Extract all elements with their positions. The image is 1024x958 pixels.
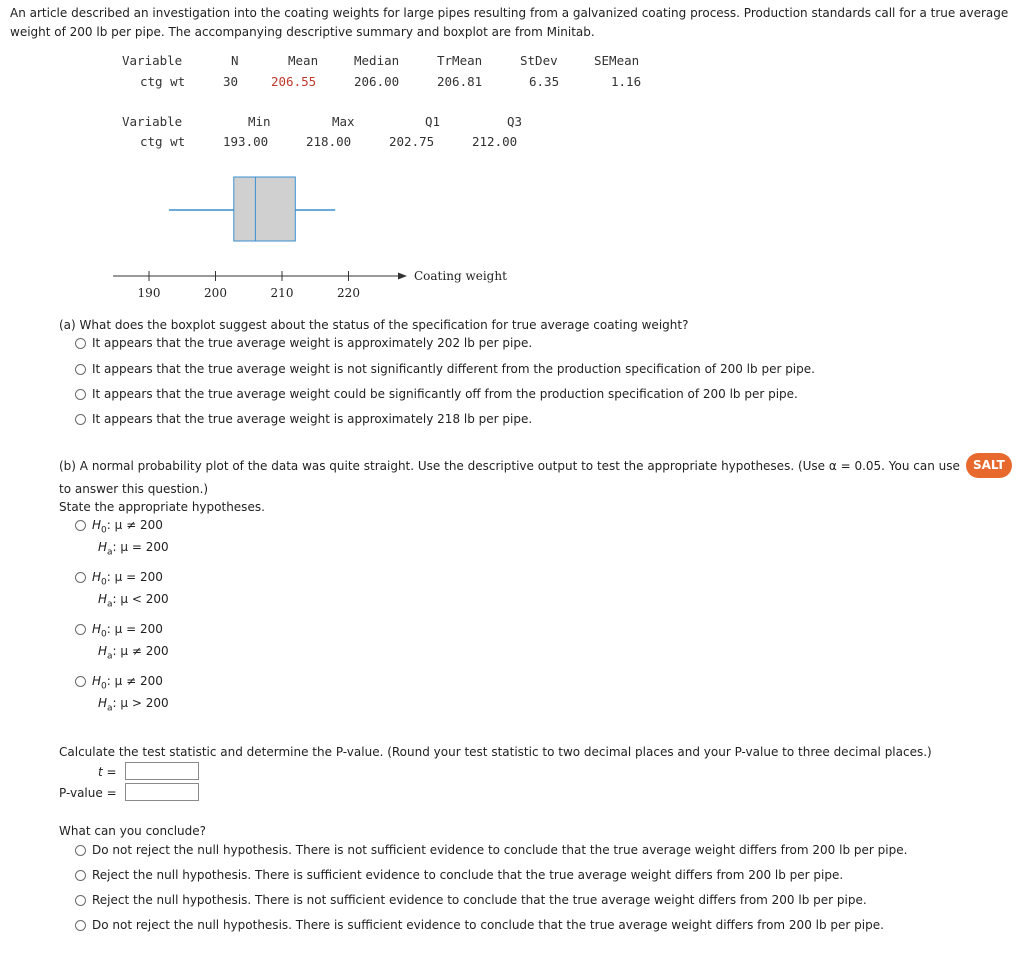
radio-button[interactable] [75, 389, 86, 400]
ha-symbol: H [98, 696, 108, 710]
t2-header-max: Max [332, 114, 355, 129]
h0-subscript: 0 [101, 629, 107, 640]
ha-symbol: H [98, 540, 108, 554]
ha-subscript: a [107, 599, 113, 610]
radio-button[interactable] [75, 676, 86, 687]
t1-cell-stdev: 6.35 [529, 74, 560, 89]
hypothesis-option-3[interactable]: $H_0$: μ = 200 [75, 622, 163, 639]
t2-header-variable: Variable [122, 114, 183, 129]
option-label: Do not reject the null hypothesis. There is not sufficient evidence to conclude that the true average weight differs from 200 lb per pipe. [92, 843, 908, 857]
ha-symbol: H [98, 592, 108, 606]
t2-cell-max: 218.00 [306, 134, 352, 149]
x-tick-label-210: 210 [270, 286, 294, 300]
boxplot-box [234, 177, 296, 241]
ha-statement: μ > 200 [120, 696, 169, 710]
part-a-option-2[interactable] [75, 362, 815, 376]
h0-statement: μ ≠ 200 [114, 674, 163, 688]
t2-header-q1: Q1 [425, 114, 441, 129]
ha-subscript: a [107, 547, 113, 558]
boxplot-chart [0, 160, 540, 310]
radio-button[interactable] [75, 414, 86, 425]
ha-symbol: H [98, 644, 108, 658]
part-b-question: (b) A normal probability plot of the data was quite straight. Use the descriptive output to test the appropriate hypotheses. (Use α = 0.05. You can use [59, 459, 960, 473]
x-axis-ticks [138, 271, 360, 300]
t2-cell-min: 193.00 [223, 134, 269, 149]
intro-text: An article described an investigation into the coating weights for large pipes resulting from a galvanized coating process. Production standards call for a true average weight of 200 lb per pipe. The accompanying descriptive summary and boxplot are from Minitab. [10, 6, 1009, 39]
hypothesis-option-2[interactable]: $H_0$: μ = 200 [75, 570, 163, 587]
hypothesis-option-4[interactable]: $H_0$: μ ≠ 200 [75, 674, 163, 691]
radio-button[interactable] [75, 572, 86, 583]
state-hypotheses-prompt: State the appropriate hypotheses. [59, 500, 265, 514]
t1-header-variable: Variable [122, 53, 183, 68]
option-label: It appears that the true average weight could be significantly off from the production specification of 200 lb per pipe. [92, 387, 798, 401]
t-label: t = [98, 765, 117, 779]
conclusion-option-3[interactable] [75, 893, 867, 907]
p-value-input[interactable] [125, 783, 199, 801]
part-a-question: (a) What does the boxplot suggest about the status of the specification for true average coating weight? [59, 318, 689, 332]
h0-subscript: 0 [101, 681, 107, 692]
h0-symbol: H [92, 674, 102, 688]
t1-header-n: N [231, 53, 239, 68]
h0-subscript: 0 [101, 525, 107, 536]
salt-button[interactable]: SALT [966, 453, 1012, 478]
option-label: Reject the null hypothesis. There is not sufficient evidence to conclude that the true average weight differs from 200 lb per pipe. [92, 893, 867, 907]
part-a-option-1[interactable] [75, 336, 532, 350]
hypothesis-option-1-ha: $H_a$: μ = 200 [98, 540, 169, 558]
t1-header-semean: SEMean [594, 53, 640, 68]
radio-button[interactable] [75, 520, 86, 531]
t2-header-min: Min [248, 114, 271, 129]
radio-button[interactable] [75, 920, 86, 931]
radio-button[interactable] [75, 895, 86, 906]
t1-header-median: Median [354, 53, 400, 68]
radio-button[interactable] [75, 624, 86, 635]
x-axis-label: Coating weight [414, 269, 507, 283]
x-tick-label-220: 220 [337, 286, 360, 300]
ha-subscript: a [107, 703, 113, 714]
radio-button[interactable] [75, 870, 86, 881]
part-b-question-cont: to answer this question.) [59, 482, 209, 496]
option-label: Do not reject the null hypothesis. There is sufficient evidence to conclude that the true average weight differs from 200 lb per pipe. [92, 918, 884, 932]
radio-button[interactable] [75, 845, 86, 856]
t1-cell-trmean: 206.81 [437, 74, 483, 89]
h0-symbol: H [92, 622, 102, 636]
x-tick-label-190: 190 [137, 286, 161, 300]
t2-cell-variable: ctg wt [140, 134, 186, 149]
option-label: It appears that the true average weight is approximately 202 lb per pipe. [92, 336, 533, 350]
conclude-prompt: What can you conclude? [59, 824, 207, 838]
x-axis-arrow [398, 273, 407, 280]
conclusion-option-4[interactable] [75, 918, 884, 932]
conclusion-option-2[interactable] [75, 868, 843, 882]
part-a-option-4[interactable] [75, 412, 532, 426]
hypothesis-option-3-ha: $H_a$: μ ≠ 200 [98, 644, 169, 662]
t2-cell-q3: 212.00 [472, 134, 518, 149]
t1-cell-n: 30 [223, 74, 239, 89]
radio-button[interactable] [75, 364, 86, 375]
t1-cell-mean: 206.55 [271, 74, 317, 89]
h0-statement: μ = 200 [114, 570, 163, 584]
t2-cell-q1: 202.75 [389, 134, 435, 149]
p-value-label: P-value = [59, 786, 117, 800]
h0-statement: μ = 200 [114, 622, 163, 636]
t-statistic-input[interactable] [125, 762, 199, 780]
conclusion-option-1[interactable] [75, 843, 907, 857]
h0-symbol: H [92, 570, 102, 584]
option-label: It appears that the true average weight is approximately 218 lb per pipe. [92, 412, 533, 426]
h0-statement: μ ≠ 200 [114, 518, 163, 532]
h0-symbol: H [92, 518, 102, 532]
hypothesis-option-4-ha: $H_a$: μ > 200 [98, 696, 169, 714]
ha-statement: μ < 200 [120, 592, 169, 606]
ha-subscript: a [107, 651, 113, 662]
radio-button[interactable] [75, 338, 86, 349]
hypothesis-option-2-ha: $H_a$: μ < 200 [98, 592, 169, 610]
ha-statement: μ = 200 [120, 540, 169, 554]
t1-header-stdev: StDev [520, 53, 558, 68]
t1-cell-variable: ctg wt [140, 74, 186, 89]
t1-header-mean: Mean [288, 53, 319, 68]
calc-prompt: Calculate the test statistic and determine the P-value. (Round your test statistic to two decimal places and your P-value to three decimal places.) [59, 745, 932, 759]
ha-statement: μ ≠ 200 [120, 644, 169, 658]
t1-cell-semean: 1.16 [611, 74, 642, 89]
h0-subscript: 0 [101, 577, 107, 588]
part-a-option-3[interactable] [75, 387, 798, 401]
t1-header-trmean: TrMean [437, 53, 483, 68]
option-label: It appears that the true average weight is not significantly different from the production specification of 200 lb per pipe. [92, 362, 815, 376]
t2-header-q3: Q3 [507, 114, 523, 129]
t1-cell-median: 206.00 [354, 74, 400, 89]
option-label: Reject the null hypothesis. There is sufficient evidence to conclude that the true average weight differs from 200 lb per pipe. [92, 868, 844, 882]
hypothesis-option-1[interactable]: $H_0$: μ ≠ 200 [75, 518, 163, 535]
x-tick-label-200: 200 [204, 286, 227, 300]
